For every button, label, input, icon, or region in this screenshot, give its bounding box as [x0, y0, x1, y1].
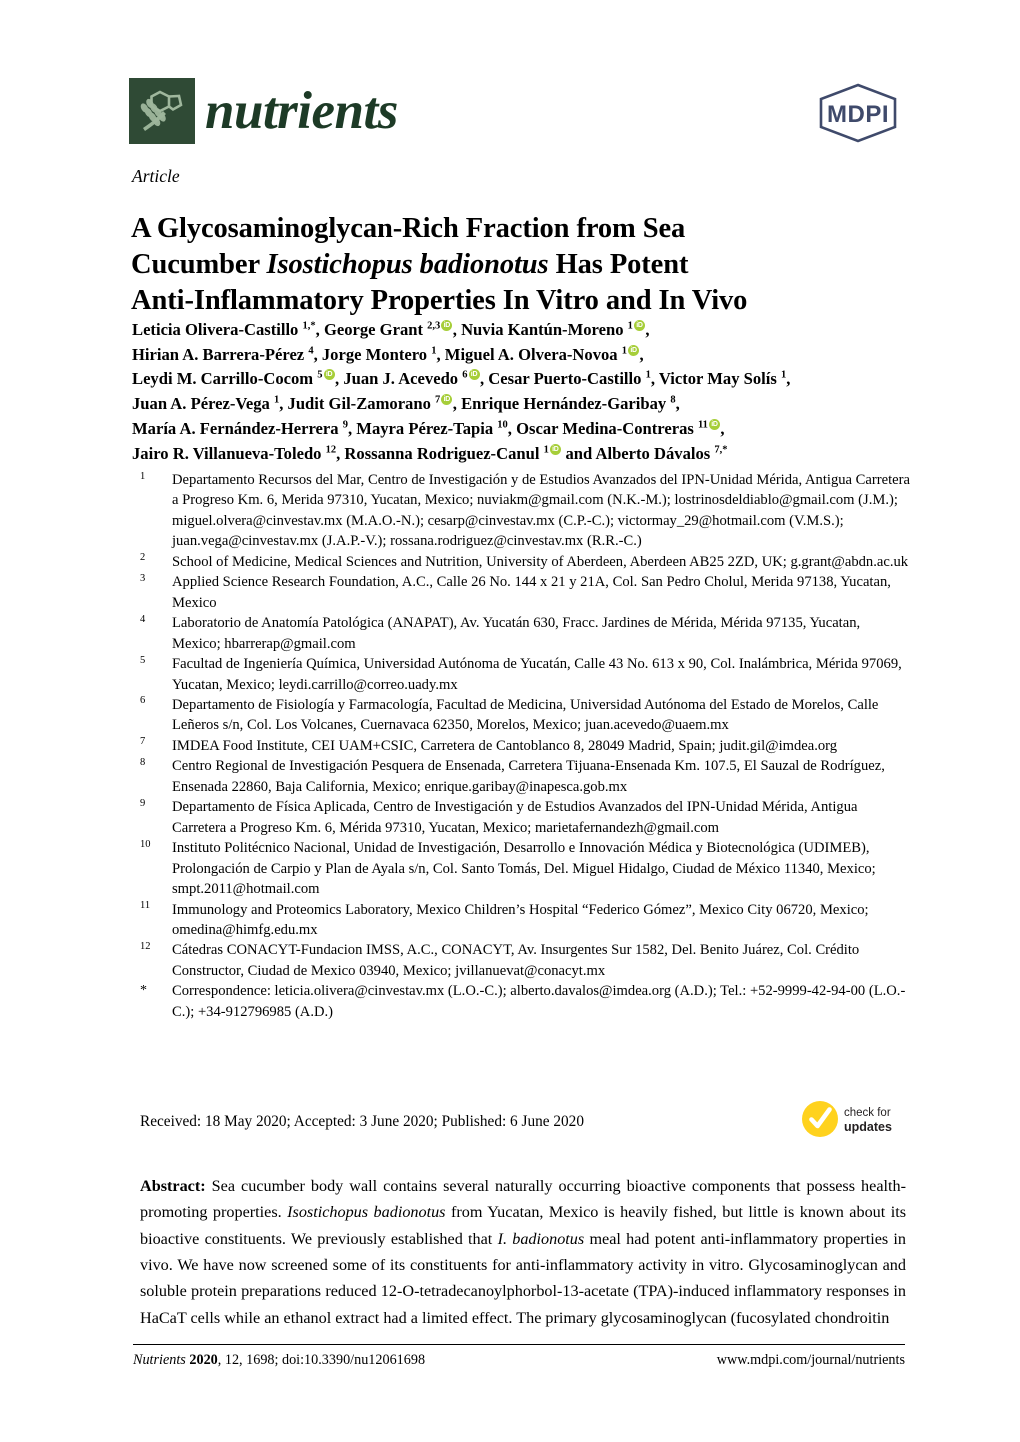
title-line-1: A Glycosaminoglycan-Rich Fraction from Sea: [131, 213, 686, 245]
affiliation-marker: 8: [140, 756, 146, 768]
footer-year: 2020: [189, 1352, 218, 1368]
affiliation-text: IMDEA Food Institute, CEI UAM+CSIC, Carretera de Cantoblanco 8, 28049 Madrid, Spain; judit.gil@imdea.org: [172, 737, 838, 754]
footer-divider: [133, 1344, 905, 1345]
species-name: Isostichopus badionotus: [266, 249, 549, 281]
abstract: [140, 1173, 906, 1331]
affiliation-marker: 12: [140, 940, 151, 952]
orcid-icon[interactable]: iD: [550, 444, 561, 455]
author-line: Jairo R. Villanueva-Toledo $^{12}$, Rossanna Rodriguez-Canul $^1$ iD and Alberto Dávalos $^{7,*}$: [132, 443, 728, 463]
affiliation-text: Cátedras CONACYT-Fundacion IMSS, A.C., CONACYT, Av. Insurgentes Sur 1582, Del. Benito Juárez, Col. Crédito Constructor, Ciudad de Mexico 03940, Mexico; jvillanuevat@conacyt.mx: [172, 942, 860, 979]
affiliation-item: [140, 613, 912, 654]
footer-journal-name: Nutrients: [133, 1352, 186, 1368]
journal-logo[interactable]: [129, 78, 398, 144]
correspondence-marker: *: [140, 983, 147, 999]
orcid-icon[interactable]: iD: [441, 394, 452, 405]
abstract-species-1: Isostichopus badionotus: [287, 1203, 446, 1222]
affiliation-marker: 4: [140, 613, 146, 625]
affiliation-marker: 1: [140, 470, 146, 482]
affiliation-marker: 2: [140, 552, 146, 564]
footer-url[interactable]: www.mdpi.com/journal/nutrients: [716, 1352, 905, 1368]
affiliation-item: [140, 838, 912, 899]
title-line-2-suffix: Has Potent: [548, 249, 689, 281]
affiliation-text: Laboratorio de Anatomía Patológica (ANAPAT), Av. Yucatán 630, Fracc. Jardines de Mérida, Mérida 97135, Yucatan, Mexico; hbarrerap@gmail.com: [172, 615, 861, 652]
affiliation-text: Departamento de Física Aplicada, Centro de Investigación y de Estudios Avanzados del IPN-Unidad Mérida, Antigua Carretera a Progreso Km. 6, Mérida 97310, Yucatan, Mexico; marietafernandezh@gmail.com: [172, 799, 858, 836]
svg-text:updates: updates: [844, 1120, 892, 1134]
title-line-3: Anti-Inflammatory Properties In Vitro and In Vivo: [131, 285, 748, 317]
masthead: [129, 78, 901, 150]
affiliation-text: Centro Regional de Investigación Pesquera de Ensenada, Carretera Tijuana-Ensenada Km. 107.5, El Sauzal de Rodríguez, Ensenada 22860, Baja California, Mexico; enrique.garibay@inapesca.gob.mx: [172, 758, 885, 795]
affiliation-item: [140, 797, 912, 838]
abstract-species-2: I. badionotus: [497, 1229, 585, 1248]
footer-citation: [133, 1352, 425, 1369]
abstract-part-3: meal had potent anti-inflammatory properties in vivo. We have now screened some of its constituents for anti-inflammatory activity in vitro. Glycosaminoglycan and soluble protein preparations reduced 12-O-tetradecanoylphorbol-13-acetate (TPA)-induced inflammatory responses in HaCaT cells while an ethanol extract had a limited effect. The primary glycosaminoglycan (fucosylated chondroitin: [140, 1229, 907, 1327]
author-line: Leticia Olivera-Castillo $^{1,*}$, George Grant $^{2,3}$ iD , Nuvia Kantún-Moreno $^1$ iD ,: [132, 320, 650, 339]
affiliation-text: Departamento de Fisiología y Farmacología, Facultad de Medicina, Universidad Autónoma del Estado de Morelos, Calle Leñeros s/n, Col. Los Volcanes, Cuernavaca 62350, Morelos, Mexico; juan.acevedo@uaem.mx: [172, 696, 879, 734]
author-line: Juan A. Pérez-Vega $^1$, Judit Gil-Zamorano $^7$ iD , Enrique Hernández-Garibay $^8$,: [132, 394, 680, 414]
affiliation-marker: 10: [140, 838, 151, 850]
affiliation-item: [140, 654, 912, 695]
author-line: María A. Fernández-Herrera $^9$, Mayra Pérez-Tapia $^{10}$, Oscar Medina-Contreras $^{11}$ iD ,: [132, 418, 725, 438]
nutrients-wheat-molecule-icon: [129, 78, 195, 144]
abstract-part-1: Sea cucumber body wall contains several naturally occurring bioactive components that possess health-promoting properties.: [140, 1177, 906, 1222]
affiliation-text: Applied Science Research Foundation, A.C., Calle 26 No. 144 x 21 y 21A, Col. San Pedro Cholul, Merida 97138, Yucatan, Mexico: [172, 574, 891, 611]
affiliation-marker: 6: [140, 695, 146, 707]
affiliation-text: Immunology and Proteomics Laboratory, Mexico Children’s Hospital “Federico Gómez”, Mexico City 06720, Mexico; omedina@himfg.edu.mx: [172, 901, 869, 938]
publication-dates: Received: 18 May 2020; Accepted: 3 June 2020; Published: 6 June 2020: [140, 1113, 584, 1130]
affiliation-text: Instituto Politécnico Nacional, Unidad de Investigación, Desarrollo e Innovación Médica y Biotecnológica (UDIMEB), Prolongación de Carpio y Plan de Ayala s/n, Col. Santo Tomás, Del. Miguel Hidalgo, Ciudad de México 11340, Mexico; smpt.2011@hotmail.com: [172, 840, 876, 898]
author-line: Hirian A. Barrera-Pérez $^4$, Jorge Montero $^1$, Miguel A. Olvera-Novoa $^1$ iD ,: [132, 344, 644, 364]
affiliation-item: [140, 552, 912, 572]
affiliation-item: [140, 900, 912, 941]
abstract-label: Abstract:: [140, 1177, 206, 1196]
affiliation-marker: 3: [140, 572, 146, 584]
title-line-2-prefix: Cucumber: [131, 249, 267, 281]
affiliation-text: Facultad de Ingeniería Química, Universidad Autónoma de Yucatán, Calle 43 No. 613 x 90, Col. Inalámbrica, Mérida 97069, Yucatan, Mexico; leydi.carrillo@correo.uady.mx: [172, 656, 902, 693]
affiliation-item: [140, 572, 912, 613]
affiliation-marker: 7: [140, 736, 146, 748]
abstract-part-2: from Yucatan, Mexico is heavily fished, but little is known about its bioactive constituents. We previously established that: [140, 1203, 907, 1248]
affiliation-item: [140, 756, 912, 797]
orcid-icon[interactable]: iD: [628, 345, 639, 356]
affiliation-marker: 11: [140, 900, 151, 912]
page-footer: [133, 1352, 905, 1369]
article-type-label: Article: [132, 166, 180, 186]
journal-title: nutrients: [205, 81, 398, 140]
affiliation-item: [140, 470, 912, 552]
page-title: [131, 211, 921, 319]
svg-text:MDPI: MDPI: [827, 101, 889, 128]
affiliation-item: [140, 695, 912, 736]
author-line: Leydi M. Carrillo-Cocom $^5$ iD , Juan J. Acevedo $^6$ iD , Cesar Puerto-Castillo $^1$, Victor May Solís $^1$,: [132, 369, 791, 389]
svg-text:check for: check for: [844, 1107, 891, 1119]
affiliation-list: [140, 470, 912, 1022]
correspondence-item: [140, 981, 912, 1022]
orcid-icon[interactable]: iD: [469, 369, 480, 380]
orcid-icon[interactable]: iD: [324, 369, 335, 380]
orcid-icon[interactable]: iD: [709, 419, 720, 430]
affiliation-text: School of Medicine, Medical Sciences and Nutrition, University of Aberdeen, Aberdeen AB25 2ZD, UK; g.grant@abdn.ac.uk: [172, 553, 909, 570]
affiliation-marker: 5: [140, 654, 146, 666]
check-for-updates-badge[interactable]: [800, 1096, 912, 1142]
affiliation-item: [140, 736, 912, 756]
mdpi-hexagon-icon[interactable]: [815, 82, 901, 144]
author-list: [132, 318, 922, 466]
affiliation-text: Departamento Recursos del Mar, Centro de Investigación y de Estudios Avanzados del IPN-Unidad Mérida, Antigua Carretera a Progreso Km. 6, Merida 97310, Yucatan, Mexico; nuviakm@gmail.com (N.K.-M.); lostrinosdeldiablo@gmail.com (J.M.); miguel.olvera@cinvestav.mx (M.A.O.-N.); cesarp@cinvestav.mx (C.P.-C.); victormay_29@hotmail.com (V.M.S.); juan.vega@cinvestav.mx (J.A.P.-V.); rossana.rodriguez@cinvestav.mx (R.R.-C.): [172, 472, 910, 550]
correspondence-text: Correspondence: leticia.olivera@cinvestav.mx (L.O.-C.); alberto.davalos@imdea.org (A.D.); Tel.: +52-9999-42-94-00 (L.O.-C.); +34-912796985 (A.D.): [172, 983, 906, 1020]
affiliation-item: [140, 940, 912, 981]
footer-citation-rest: , 12, 1698; doi:10.3390/nu12061698: [217, 1352, 426, 1368]
orcid-icon[interactable]: iD: [441, 320, 452, 331]
orcid-icon[interactable]: iD: [634, 320, 645, 331]
affiliation-marker: 9: [140, 797, 146, 809]
